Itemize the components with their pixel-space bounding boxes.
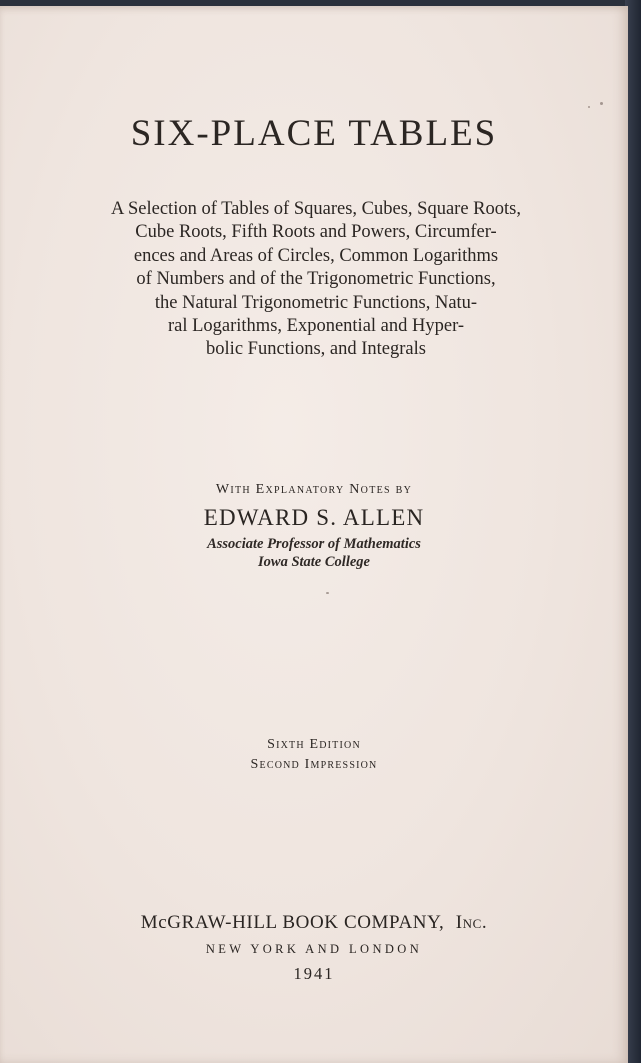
description-line: A Selection of Tables of Squares, Cubes, Square Roots, [111, 199, 521, 219]
paper-speck [600, 102, 603, 105]
publisher-suffix: Inc. [455, 912, 488, 933]
edition-number: Sixth Edition [267, 737, 361, 752]
publisher-location: NEW YORK AND LONDON [205, 942, 423, 956]
description-line: of Numbers and of the Trigonometric Functions, [136, 269, 496, 290]
author-name: EDWARD S. ALLEN [203, 505, 425, 530]
paper-speck [326, 592, 329, 594]
publisher-name [0, 910, 628, 936]
description-line: bolic Functions, and Integrals [206, 339, 426, 360]
edition-info [0, 735, 628, 775]
notes-intro: With Explanatory Notes by [215, 482, 413, 497]
publication-year: 1941 [293, 964, 335, 983]
paper-speck [588, 106, 590, 108]
title-page [0, 6, 628, 1063]
description-line: ral Logarithms, Exponential and Hyper- [167, 316, 465, 337]
book-description [64, 198, 568, 362]
author-affiliation [0, 535, 628, 571]
description-line: ences and Areas of Circles, Common Logarithms [133, 245, 499, 266]
publisher-company: McGRAW-HILL BOOK COMPANY, [140, 912, 445, 933]
description-line: Cube Roots, Fifth Roots and Powers, Circumfer- [135, 222, 497, 243]
author-position: Associate Professor of Mathematics [207, 536, 421, 552]
edition-impression: Second Impression [250, 757, 378, 772]
description-line: the Natural Trigonometric Functions, Natu- [154, 292, 478, 313]
book-title: SIX-PLACE TABLES [130, 113, 498, 154]
author-institution: Iowa State College [258, 554, 370, 570]
